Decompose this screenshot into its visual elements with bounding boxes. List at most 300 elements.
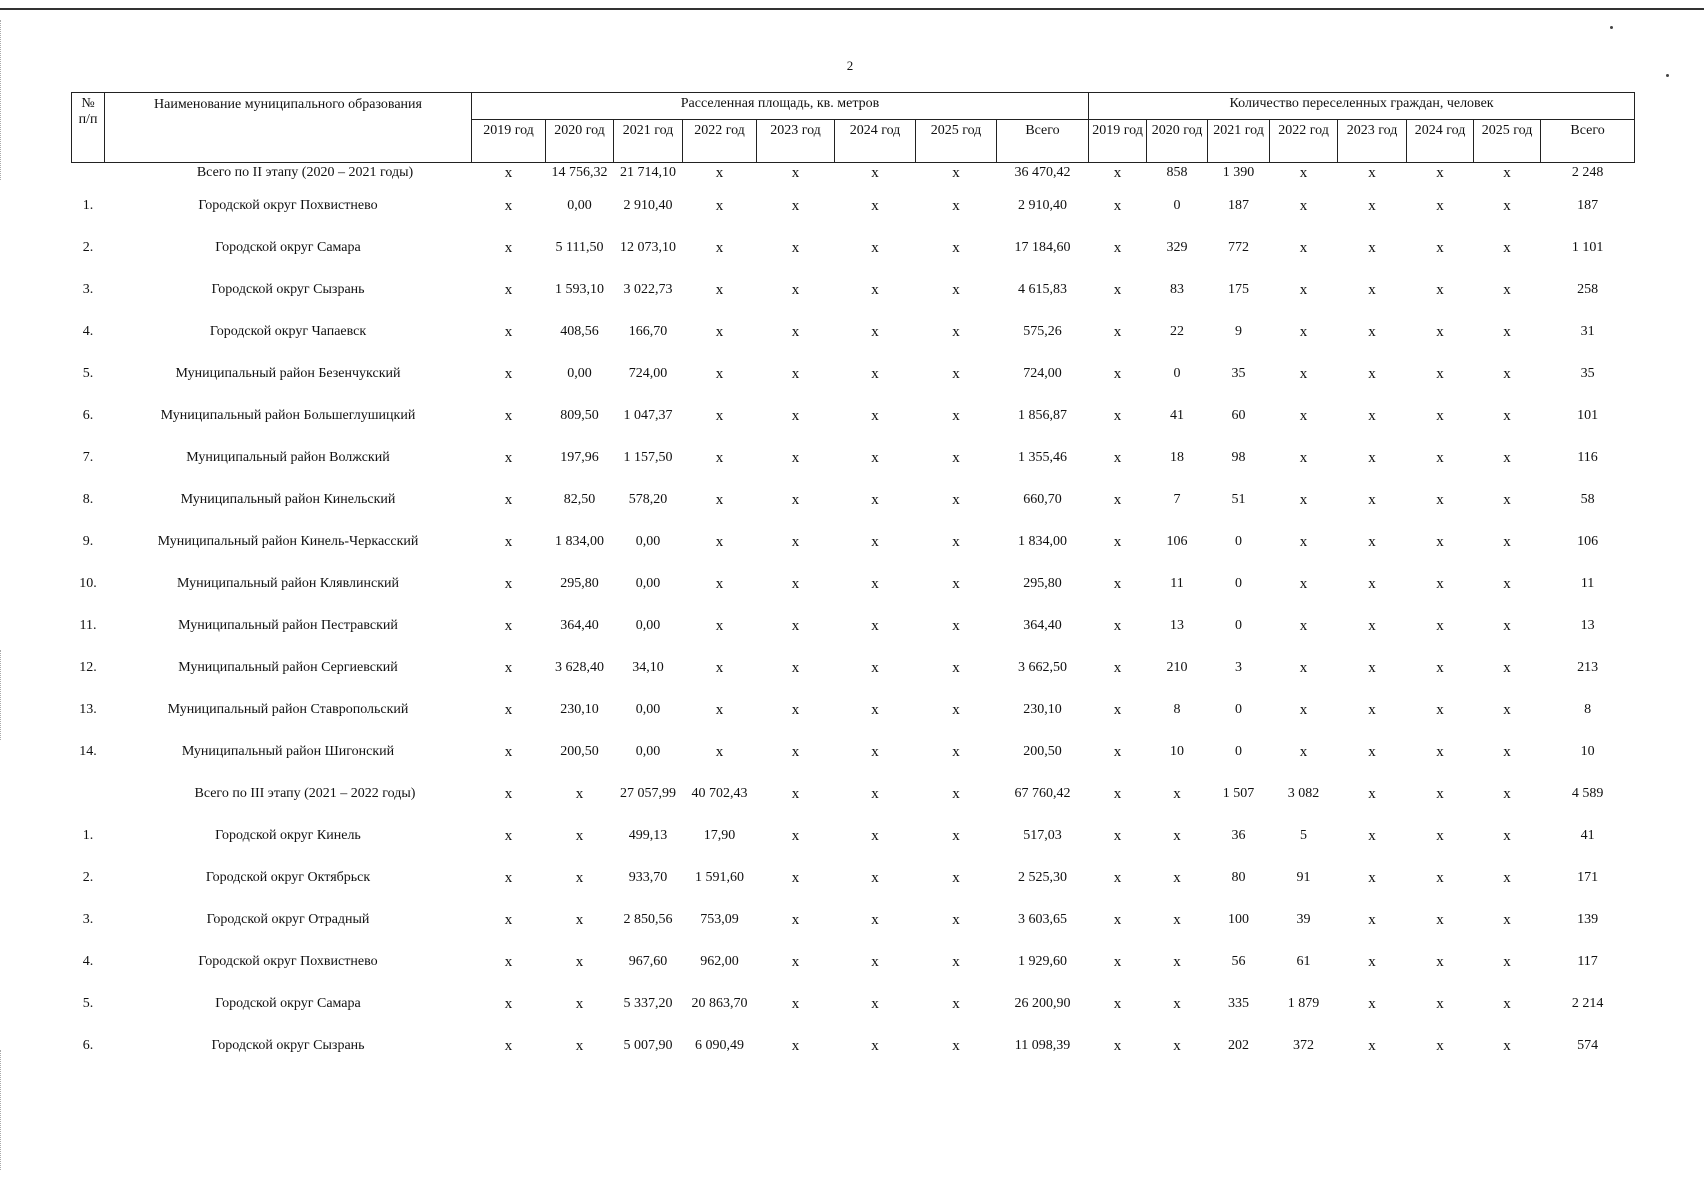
area-cell: x — [871, 911, 879, 928]
area-cell: x — [575, 827, 584, 844]
area-cell: x — [871, 449, 879, 466]
people-cell: x — [1113, 743, 1122, 760]
people-cell: x — [1299, 365, 1308, 382]
people-cell: x — [1299, 281, 1308, 298]
people-cell: x — [1368, 1037, 1376, 1054]
people-cell: x — [1436, 827, 1444, 844]
people-cell: 35 — [1231, 366, 1246, 381]
people-cell: 18 — [1170, 450, 1185, 465]
table-row — [72, 1025, 1635, 1067]
people-total-cell: 10 — [1580, 744, 1595, 759]
table-row — [72, 647, 1635, 689]
area-cell: x — [952, 281, 960, 298]
area-cell: x — [791, 659, 800, 676]
area-cell: 1 593,10 — [555, 282, 604, 297]
people-cell: x — [1113, 953, 1122, 970]
area-cell: x — [871, 701, 879, 718]
people-cell: x — [1113, 995, 1122, 1012]
people-total-cell: 171 — [1577, 870, 1599, 885]
people-cell: 98 — [1231, 450, 1246, 465]
area-cell: x — [952, 239, 960, 256]
people-cell: x — [1299, 743, 1308, 760]
people-cell: x — [1503, 491, 1511, 508]
area-cell: x — [715, 449, 724, 466]
header-people-year: 2025 год — [1474, 120, 1541, 163]
people-cell: x — [1368, 365, 1376, 382]
area-cell: x — [715, 617, 724, 634]
people-cell: x — [1368, 869, 1376, 886]
municipality-name: Городской округ Похвистнево — [198, 198, 378, 213]
area-cell: x — [575, 785, 584, 802]
area-cell: x — [952, 701, 960, 718]
people-cell: x — [1436, 995, 1444, 1012]
area-cell: x — [791, 407, 800, 424]
area-cell: x — [504, 659, 513, 676]
people-cell: x — [1299, 533, 1308, 550]
people-total-cell: 213 — [1577, 660, 1599, 675]
people-cell: x — [1368, 911, 1376, 928]
people-cell: 5 — [1300, 828, 1308, 843]
people-cell: x — [1368, 701, 1376, 718]
area-cell: 0,00 — [567, 198, 592, 213]
area-cell: x — [791, 953, 800, 970]
people-cell: x — [1436, 197, 1444, 214]
area-total-cell: 3 662,50 — [1018, 660, 1067, 675]
people-cell: x — [1503, 659, 1511, 676]
area-total-cell: 1 929,60 — [1018, 954, 1067, 969]
header-area-year: 2019 год — [472, 120, 546, 163]
table-row — [72, 185, 1635, 227]
people-cell: x — [1113, 239, 1122, 256]
area-cell: 34,10 — [632, 660, 664, 675]
people-cell: 41 — [1170, 408, 1185, 423]
people-cell: x — [1503, 239, 1511, 256]
people-cell: x — [1113, 575, 1122, 592]
area-cell: x — [504, 449, 513, 466]
header-area-group: Расселенная площадь, кв. метров — [472, 93, 1089, 120]
area-total-cell: 1 856,87 — [1018, 408, 1067, 423]
area-cell: 499,13 — [628, 828, 668, 843]
row-number: 9. — [82, 534, 94, 549]
people-cell: x — [1503, 911, 1511, 928]
area-cell: 2 910,40 — [623, 198, 673, 213]
area-cell: x — [791, 995, 800, 1012]
area-cell: x — [952, 953, 960, 970]
area-cell: x — [952, 165, 960, 181]
area-cell: x — [871, 659, 879, 676]
row-number: 11. — [79, 618, 97, 633]
people-cell: x — [1436, 953, 1444, 970]
municipality-name: Муниципальный район Большеглушицкий — [160, 408, 416, 423]
area-cell: 1 157,50 — [623, 450, 673, 465]
table-row — [72, 941, 1635, 983]
people-cell: 10 — [1170, 744, 1185, 759]
area-cell: x — [715, 165, 724, 181]
people-cell: x — [1503, 533, 1511, 550]
people-total-cell: 35 — [1580, 366, 1595, 381]
header-number: № п/п — [72, 93, 105, 163]
area-cell: x — [575, 911, 584, 928]
area-total-cell: 17 184,60 — [1014, 240, 1071, 255]
people-cell: x — [1436, 491, 1444, 508]
municipality-name: Городской округ Чапаевск — [209, 324, 367, 339]
table-row — [72, 227, 1635, 269]
people-cell: x — [1173, 785, 1181, 802]
area-total-cell: 67 760,42 — [1014, 786, 1071, 801]
area-cell: x — [871, 239, 879, 256]
area-cell: x — [575, 995, 584, 1012]
area-cell: x — [952, 491, 960, 508]
people-cell: 0 — [1235, 744, 1243, 759]
people-cell: x — [1368, 165, 1376, 181]
people-cell: x — [1299, 323, 1308, 340]
row-number: 4. — [82, 954, 94, 969]
people-cell: x — [1299, 575, 1308, 592]
people-cell: x — [1368, 449, 1376, 466]
people-cell: x — [1173, 995, 1181, 1012]
area-cell: x — [871, 407, 879, 424]
municipality-name: Муниципальный район Сергиевский — [178, 660, 398, 675]
people-cell: 858 — [1166, 165, 1188, 180]
area-total-cell: 3 603,65 — [1018, 912, 1067, 927]
area-cell: x — [715, 281, 724, 298]
header-people-year: 2024 год — [1407, 120, 1474, 163]
area-cell: x — [715, 533, 724, 550]
area-cell: x — [952, 785, 960, 802]
row-number: 1. — [82, 198, 94, 213]
area-cell: x — [504, 533, 513, 550]
people-cell: x — [1503, 365, 1511, 382]
area-total-cell: 1 834,00 — [1018, 534, 1067, 549]
header-area-total: Всего — [997, 120, 1089, 163]
people-cell: 1 390 — [1222, 165, 1255, 180]
area-cell: x — [871, 165, 879, 181]
people-cell: 51 — [1231, 492, 1246, 507]
people-cell: x — [1436, 323, 1444, 340]
area-cell: x — [791, 575, 800, 592]
area-cell: x — [504, 239, 513, 256]
area-cell: x — [715, 239, 724, 256]
row-number — [72, 773, 105, 815]
people-cell: x — [1368, 785, 1376, 802]
people-cell: x — [1173, 1037, 1181, 1054]
area-cell: x — [791, 743, 800, 760]
people-cell: x — [1436, 449, 1444, 466]
page-number: 2 — [846, 58, 854, 73]
people-cell: 0 — [1235, 618, 1243, 633]
people-cell: 210 — [1166, 660, 1188, 675]
area-cell: 364,40 — [560, 618, 599, 633]
people-cell: x — [1503, 197, 1511, 214]
area-cell: x — [791, 869, 800, 886]
area-cell: x — [715, 323, 724, 340]
area-total-cell: 295,80 — [1023, 576, 1062, 591]
area-cell: x — [504, 617, 513, 634]
scan-edge-noise — [0, 1050, 15, 1170]
people-cell: x — [1503, 323, 1511, 340]
area-cell: x — [504, 701, 513, 718]
resettlement-table — [71, 92, 1635, 1067]
people-cell: x — [1368, 239, 1376, 256]
municipality-name: Муниципальный район Клявлинский — [176, 576, 400, 591]
people-cell: 36 — [1231, 828, 1246, 843]
area-total-cell: 364,40 — [1023, 618, 1062, 633]
people-cell: 7 — [1173, 492, 1181, 507]
area-cell: x — [504, 953, 513, 970]
people-cell: x — [1173, 911, 1181, 928]
table-row — [72, 563, 1635, 605]
area-cell: x — [791, 323, 800, 340]
area-cell: x — [504, 407, 513, 424]
area-cell: 12 073,10 — [620, 240, 676, 255]
area-cell: 200,50 — [560, 744, 599, 759]
area-cell: 21 714,10 — [620, 165, 676, 180]
area-cell: 5 007,90 — [623, 1038, 673, 1053]
people-cell: x — [1436, 869, 1444, 886]
area-cell: x — [715, 407, 724, 424]
area-total-cell: 11 098,39 — [1014, 1038, 1071, 1053]
table-body — [72, 163, 1635, 1068]
people-cell: 187 — [1228, 198, 1250, 213]
people-cell: 56 — [1231, 954, 1246, 969]
area-cell: 3 628,40 — [555, 660, 604, 675]
people-cell: x — [1436, 165, 1444, 181]
row-number: 3. — [82, 282, 94, 297]
people-cell: x — [1368, 617, 1376, 634]
area-cell: 0,00 — [635, 702, 661, 717]
people-cell: 13 — [1170, 618, 1185, 633]
people-cell: x — [1503, 407, 1511, 424]
people-total-cell: 116 — [1577, 450, 1598, 465]
area-cell: x — [871, 785, 879, 802]
people-total-cell: 187 — [1577, 198, 1599, 213]
municipality-name: Городской округ Кинель — [215, 828, 361, 843]
area-cell: x — [791, 197, 800, 214]
people-cell: x — [1113, 365, 1122, 382]
row-number: 2. — [82, 870, 94, 885]
people-cell: x — [1173, 869, 1181, 886]
scan-speck — [1666, 74, 1669, 77]
area-cell: 809,50 — [560, 408, 599, 423]
people-cell: x — [1113, 827, 1122, 844]
header-people-year: 2020 год — [1147, 120, 1208, 163]
area-cell: 933,70 — [628, 870, 668, 885]
people-cell: 60 — [1231, 408, 1246, 423]
people-cell: 0 — [1173, 366, 1181, 381]
stage-total-row — [72, 163, 1635, 186]
area-cell: 1 591,60 — [695, 870, 744, 885]
table-row — [72, 605, 1635, 647]
people-cell: x — [1503, 953, 1511, 970]
area-cell: 82,50 — [563, 492, 596, 507]
area-cell: x — [715, 365, 724, 382]
area-cell: x — [871, 869, 879, 886]
area-cell: x — [952, 197, 960, 214]
people-cell: x — [1503, 869, 1511, 886]
area-cell: x — [715, 743, 724, 760]
municipality-name: Городской округ Сызрань — [211, 282, 365, 297]
people-cell: x — [1436, 239, 1444, 256]
header-area-year: 2023 год — [757, 120, 835, 163]
people-total-cell: 106 — [1577, 534, 1599, 549]
people-cell: x — [1113, 1037, 1122, 1054]
area-total-cell: 660,70 — [1023, 492, 1062, 507]
people-cell: 80 — [1231, 870, 1246, 885]
row-number: 7. — [82, 450, 94, 465]
people-cell: x — [1299, 701, 1308, 718]
people-cell: x — [1436, 533, 1444, 550]
municipality-name: Муниципальный район Кинель-Черкасский — [157, 534, 419, 549]
municipality-name: Муниципальный район Волжский — [186, 450, 390, 465]
scan-speck — [1610, 26, 1613, 29]
table-row — [72, 521, 1635, 563]
table-row — [72, 983, 1635, 1025]
people-total-cell: 13 — [1580, 618, 1595, 633]
area-cell: x — [504, 995, 513, 1012]
area-cell: x — [871, 491, 879, 508]
people-cell: x — [1113, 165, 1122, 181]
people-cell: x — [1113, 911, 1122, 928]
area-cell: x — [952, 827, 960, 844]
people-cell: 1 879 — [1287, 996, 1320, 1011]
people-cell: x — [1368, 281, 1376, 298]
area-cell: x — [715, 491, 724, 508]
people-cell: x — [1113, 281, 1122, 298]
area-cell: x — [871, 617, 879, 634]
people-cell: x — [1299, 449, 1308, 466]
people-total-cell: 4 589 — [1571, 786, 1604, 801]
people-cell: 1 507 — [1222, 786, 1255, 801]
header-people-year: 2021 год — [1208, 120, 1270, 163]
municipality-name: Муниципальный район Пестравский — [178, 618, 398, 633]
people-cell: x — [1503, 165, 1511, 181]
people-cell: x — [1436, 365, 1444, 382]
people-cell: x — [1368, 575, 1376, 592]
people-total-cell: 139 — [1577, 912, 1599, 927]
area-cell: 17,90 — [703, 828, 736, 843]
people-cell: x — [1299, 617, 1308, 634]
area-cell: 0,00 — [635, 534, 661, 549]
area-cell: 753,09 — [700, 912, 739, 927]
people-cell: x — [1173, 953, 1181, 970]
people-cell: x — [1368, 995, 1376, 1012]
people-cell: 335 — [1228, 996, 1250, 1011]
people-cell: 3 — [1235, 660, 1243, 675]
area-cell: x — [952, 365, 960, 382]
row-number: 12. — [79, 660, 97, 675]
people-total-cell: 101 — [1577, 408, 1599, 423]
header-people-year: 2022 год — [1270, 120, 1338, 163]
area-cell: 0,00 — [635, 576, 661, 591]
people-cell: x — [1368, 827, 1376, 844]
area-cell: 2 850,56 — [623, 912, 673, 927]
people-cell: 100 — [1228, 912, 1250, 927]
table-row — [72, 857, 1635, 899]
people-cell: 0 — [1235, 534, 1243, 549]
people-total-cell: 117 — [1577, 954, 1598, 969]
area-cell: 967,60 — [628, 954, 668, 969]
area-cell: 6 090,49 — [695, 1038, 744, 1053]
municipality-name: Всего по III этапу (2021 – 2022 годы) — [194, 786, 416, 801]
row-number: 1. — [82, 828, 94, 843]
stage-total-row — [72, 773, 1635, 815]
table-row — [72, 731, 1635, 773]
people-cell: 772 — [1228, 240, 1250, 255]
header-name: Наименование муниципального образования — [105, 93, 472, 163]
table-row — [72, 689, 1635, 731]
people-cell: x — [1436, 785, 1444, 802]
row-number: 4. — [82, 324, 94, 339]
municipality-name: Городской округ Октябрьск — [205, 870, 371, 885]
area-cell: x — [504, 365, 513, 382]
top-border-line — [0, 8, 1704, 10]
header-people-year: 2023 год — [1338, 120, 1407, 163]
area-cell: x — [504, 785, 513, 802]
people-cell: x — [1503, 701, 1511, 718]
area-cell: x — [952, 1037, 960, 1054]
row-number: 6. — [82, 1038, 94, 1053]
people-total-cell: 574 — [1577, 1038, 1599, 1053]
people-cell: x — [1113, 449, 1122, 466]
people-cell: x — [1503, 827, 1511, 844]
area-cell: 578,20 — [628, 492, 668, 507]
area-cell: x — [871, 743, 879, 760]
people-cell: 372 — [1293, 1038, 1315, 1053]
people-total-cell: 8 — [1584, 702, 1592, 717]
people-cell: x — [1436, 575, 1444, 592]
people-cell: 9 — [1235, 324, 1243, 339]
people-cell: x — [1503, 1037, 1511, 1054]
area-total-cell: 724,00 — [1023, 366, 1062, 381]
row-number: 3. — [82, 912, 94, 927]
area-cell: x — [791, 617, 800, 634]
row-number: 10. — [79, 576, 97, 591]
area-cell: x — [871, 995, 879, 1012]
people-total-cell: 31 — [1580, 324, 1595, 339]
area-total-cell: 26 200,90 — [1014, 996, 1071, 1011]
people-cell: 61 — [1296, 954, 1311, 969]
people-cell: 11 — [1170, 576, 1184, 591]
people-cell: x — [1503, 995, 1511, 1012]
municipality-name: Муниципальный район Ставропольский — [167, 702, 409, 717]
row-number: 5. — [82, 366, 94, 381]
people-cell: x — [1299, 407, 1308, 424]
people-cell: x — [1368, 407, 1376, 424]
people-cell: 8 — [1173, 702, 1181, 717]
municipality-name: Всего по II этапу (2020 – 2021 годы) — [196, 165, 414, 180]
area-cell: x — [715, 197, 724, 214]
people-total-cell: 1 101 — [1571, 240, 1604, 255]
municipality-name: Городской округ Сызрань — [211, 1038, 365, 1053]
area-cell: 230,10 — [560, 702, 599, 717]
header-area-year: 2022 год — [683, 120, 757, 163]
area-cell: 5 337,20 — [623, 996, 673, 1011]
area-cell: x — [791, 365, 800, 382]
people-total-cell: 11 — [1580, 576, 1595, 591]
area-total-cell: 36 470,42 — [1014, 165, 1071, 180]
people-cell: x — [1113, 617, 1122, 634]
people-cell: x — [1113, 701, 1122, 718]
people-cell: x — [1503, 449, 1511, 466]
people-cell: 3 082 — [1287, 786, 1320, 801]
area-cell: x — [715, 701, 724, 718]
area-cell: x — [791, 701, 800, 718]
people-cell: x — [1436, 659, 1444, 676]
area-total-cell: 575,26 — [1023, 324, 1062, 339]
people-cell: x — [1113, 533, 1122, 550]
municipality-name: Городской округ Отрадный — [206, 912, 370, 927]
area-cell: x — [791, 491, 800, 508]
